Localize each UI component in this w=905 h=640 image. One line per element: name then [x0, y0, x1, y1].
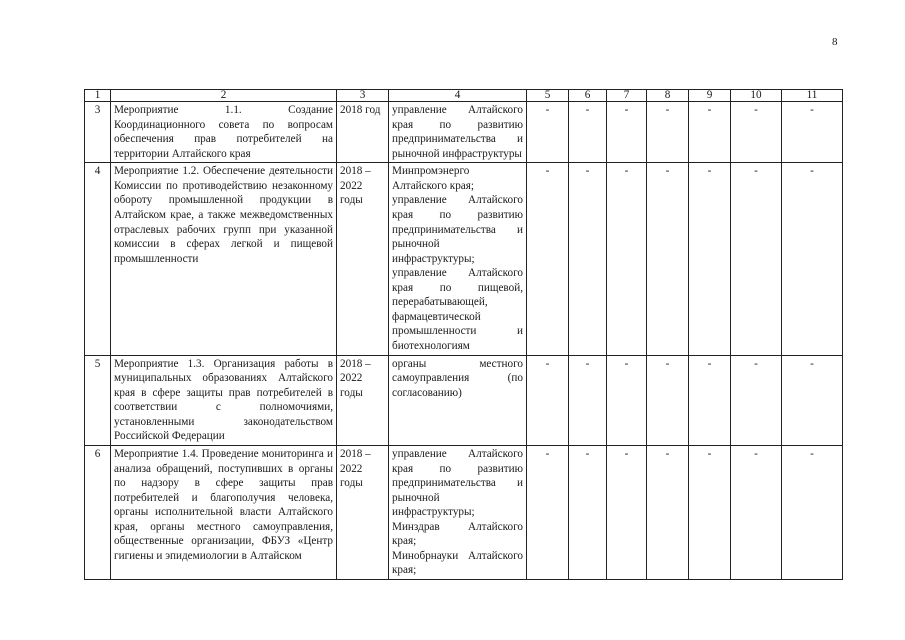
column-header: 4: [389, 90, 527, 102]
column-header: 7: [607, 90, 647, 102]
value-cell: -: [731, 355, 782, 445]
event-description: Мероприятие 1.2. Обеспечение деятельности Комиссии по противодействию незаконному обороту промышленной продукции в Алтайском крае, а также межведомственных отраслевых рабочих групп при указанной комиссии в сферах легкой и пищевой промышленности: [111, 163, 337, 355]
event-period: 2018 – 2022 годы: [337, 163, 389, 355]
table-row: [85, 445, 843, 579]
value-cell: -: [569, 355, 607, 445]
value-cell: -: [782, 163, 843, 355]
row-number: 4: [85, 163, 111, 355]
executor-entry: Минздрав Алтайского края;: [392, 520, 523, 548]
program-events-table: [84, 89, 843, 580]
event-executor: [389, 163, 527, 355]
value-cell: -: [647, 163, 689, 355]
value-cell: -: [782, 102, 843, 163]
column-header: 2: [111, 90, 337, 102]
event-description: Мероприятие 1.3. Организация работы в муниципальных образованиях Алтайского края в сфере защиты прав потребителей в соответствии с полномочиями, установленными законодательством Российской Федерации: [111, 355, 337, 445]
executor-entry: управление Алтайского края по пищевой, перерабатывающей, фармацевтической промышленности и биотехнологиям: [392, 267, 523, 352]
column-header: 5: [527, 90, 569, 102]
value-cell: -: [689, 355, 731, 445]
value-cell: -: [689, 102, 731, 163]
table-row: [85, 355, 843, 445]
executor-entry: управление Алтайского края по развитию предпринимательства и рыночной инфраструктуры: [392, 104, 523, 160]
executor-entry: органы местного самоуправления (по согласованию): [392, 357, 523, 399]
value-cell: -: [731, 102, 782, 163]
value-cell: -: [569, 102, 607, 163]
event-executor: [389, 355, 527, 445]
value-cell: -: [731, 163, 782, 355]
value-cell: -: [647, 445, 689, 579]
row-number: 5: [85, 355, 111, 445]
column-header: 3: [337, 90, 389, 102]
event-description: Мероприятие 1.1. Создание Координационного совета по вопросам обеспечения прав потребителей на территории Алтайского края: [111, 102, 337, 163]
event-period: 2018 – 2022 годы: [337, 445, 389, 579]
table-header-row: [85, 90, 843, 102]
value-cell: -: [731, 445, 782, 579]
column-header: 6: [569, 90, 607, 102]
value-cell: -: [569, 163, 607, 355]
value-cell: -: [647, 355, 689, 445]
value-cell: -: [607, 102, 647, 163]
column-header: 11: [782, 90, 843, 102]
event-executor: [389, 445, 527, 579]
value-cell: -: [607, 355, 647, 445]
table-row: [85, 163, 843, 355]
event-period: 2018 – 2022 годы: [337, 355, 389, 445]
value-cell: -: [607, 445, 647, 579]
value-cell: -: [782, 355, 843, 445]
value-cell: -: [569, 445, 607, 579]
value-cell: -: [647, 102, 689, 163]
value-cell: -: [527, 102, 569, 163]
value-cell: -: [689, 445, 731, 579]
executor-entry: управление Алтайского края по развитию предпринимательства и рыночной инфраструктуры;: [392, 447, 523, 519]
column-header: 10: [731, 90, 782, 102]
value-cell: -: [527, 355, 569, 445]
table-row: [85, 102, 843, 163]
value-cell: -: [607, 163, 647, 355]
executor-entry: Минпромэнерго Алтайского края;: [392, 165, 475, 192]
column-header: 8: [647, 90, 689, 102]
value-cell: -: [527, 163, 569, 355]
executor-entry: Минобрнауки Алтайского края;: [392, 549, 523, 577]
event-description: Мероприятие 1.4. Проведение мониторинга и анализа обращений, поступивших в органы по надзору в сфере защиты прав потребителей и благополучия человека, органы исполнительной власти Алтайского края, органы местного самоуправления, общественные организации, ФБУЗ «Центр гигиены и эпидемиологии в Алтайском: [111, 445, 337, 579]
column-header: 1: [85, 90, 111, 102]
event-executor: [389, 102, 527, 163]
page-number: 8: [832, 36, 838, 48]
row-number: 6: [85, 445, 111, 579]
event-period: 2018 год: [337, 102, 389, 163]
value-cell: -: [527, 445, 569, 579]
executor-entry: управление Алтайского края по развитию предпринимательства и рыночной инфраструктуры;: [392, 194, 523, 265]
value-cell: -: [689, 163, 731, 355]
value-cell: -: [782, 445, 843, 579]
row-number: 3: [85, 102, 111, 163]
column-header: 9: [689, 90, 731, 102]
